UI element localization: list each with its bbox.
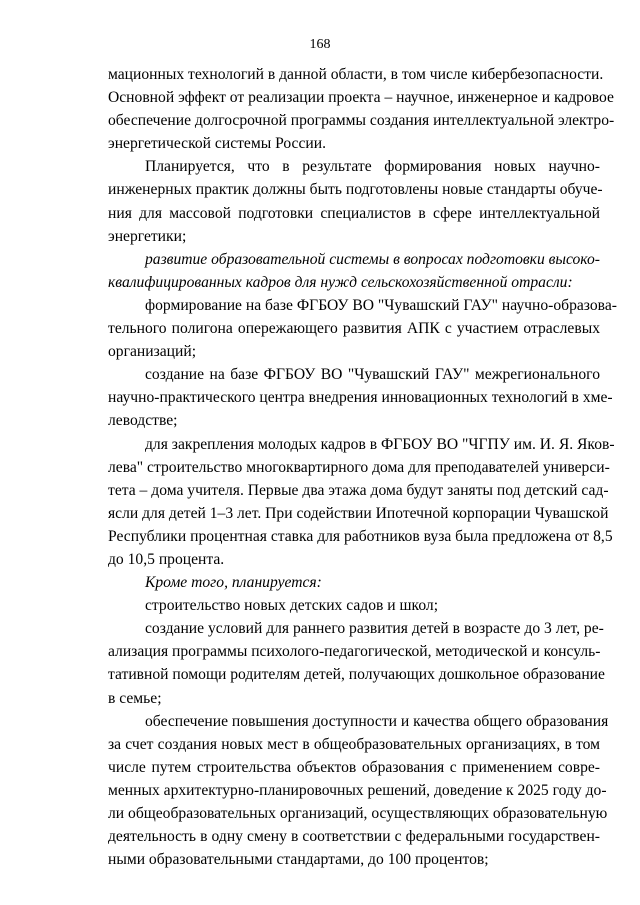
text-line: научно-практического центра внедрения инновационных технологий в хме- bbox=[108, 389, 613, 407]
text-line: в семье; bbox=[108, 689, 162, 707]
text-line: ли общеобразовательных организаций, осуществляющих образовательную bbox=[108, 805, 608, 822]
text-line: менных архитектурно-планировочных решений, доведение к 2025 году до- bbox=[108, 781, 607, 799]
text-line: мационных технологий в данной области, в том числе кибербезопасности. bbox=[108, 66, 604, 83]
text-line: деятельность в одну смену в соответствии с федеральными государствен- bbox=[108, 828, 600, 846]
text-line: тета – дома учителя. Первые два этажа дома будут заняты под детский сад- bbox=[108, 481, 609, 499]
text-line: за счет создания новых мест в общеобразовательных организациях, в том bbox=[108, 735, 600, 753]
text-line: квалифицированных кадров для нужд сельскохозяйственной отрасли: bbox=[108, 273, 573, 291]
text-line: создание на базе ФГБОУ ВО "Чувашский ГАУ" межрегионального bbox=[145, 366, 600, 384]
text-line: инженерных практик должны быть подготовлены новые стандарты обуче- bbox=[108, 181, 603, 199]
text-line: до 10,5 процента. bbox=[108, 550, 225, 568]
text-line: леводстве; bbox=[108, 412, 178, 430]
text-line: тативной помощи родителям детей, получающих дошкольное образование bbox=[108, 666, 605, 684]
text-line: развитие образовательной системы в вопросах подготовки высоко- bbox=[145, 250, 600, 268]
text-line: числе путем строительства объектов образования с применением совре- bbox=[108, 758, 600, 776]
text-line: для закрепления молодых кадров в ФГБОУ ВО "ЧГПУ им. И. Я. Яков- bbox=[145, 435, 615, 453]
text-line: создание условий для раннего развития детей в возрасте до 3 лет, ре- bbox=[145, 620, 604, 638]
text-line: лева" строительство многоквартирного дома для преподавателей универси- bbox=[108, 458, 610, 476]
body-text bbox=[108, 63, 617, 871]
text-line: энергетики; bbox=[108, 227, 187, 245]
text-line: ными образовательными стандартами, до 100 процентов; bbox=[108, 851, 489, 869]
page-number: 168 bbox=[309, 37, 331, 52]
text-line: формирование на базе ФГБОУ ВО "Чувашский ГАУ" научно-образова- bbox=[145, 296, 617, 314]
text-line: тельного полигона опережающего развития АПК с участием отраслевых bbox=[108, 320, 600, 338]
text-line: энергетической системы России. bbox=[108, 135, 326, 153]
text-line: строительство новых детских садов и школ; bbox=[145, 597, 439, 615]
text-line: ализация программы психолого-педагогической, методической и консуль- bbox=[108, 643, 601, 661]
text-line: обеспечение повышения доступности и качества общего образования bbox=[145, 712, 609, 730]
text-line: организаций; bbox=[108, 343, 197, 361]
text-line: Республики процентная ставка для работников вуза была предложена от 8,5 bbox=[108, 527, 613, 545]
text-line: обеспечение долгосрочной программы создания интеллектуальной электро- bbox=[108, 112, 615, 130]
text-line: ясли для детей 1–3 лет. При содействии Ипотечной корпорации Чувашской bbox=[108, 504, 609, 522]
text-line: Планируется, что в результате формирования новых научно- bbox=[145, 158, 600, 176]
text-line: ния для массовой подготовки специалистов в сфере интеллектуальной bbox=[108, 204, 600, 222]
text-line: Основной эффект от реализации проекта – научное, инженерное и кадровое bbox=[108, 89, 614, 107]
text-line: Кроме того, планируется: bbox=[145, 574, 322, 592]
